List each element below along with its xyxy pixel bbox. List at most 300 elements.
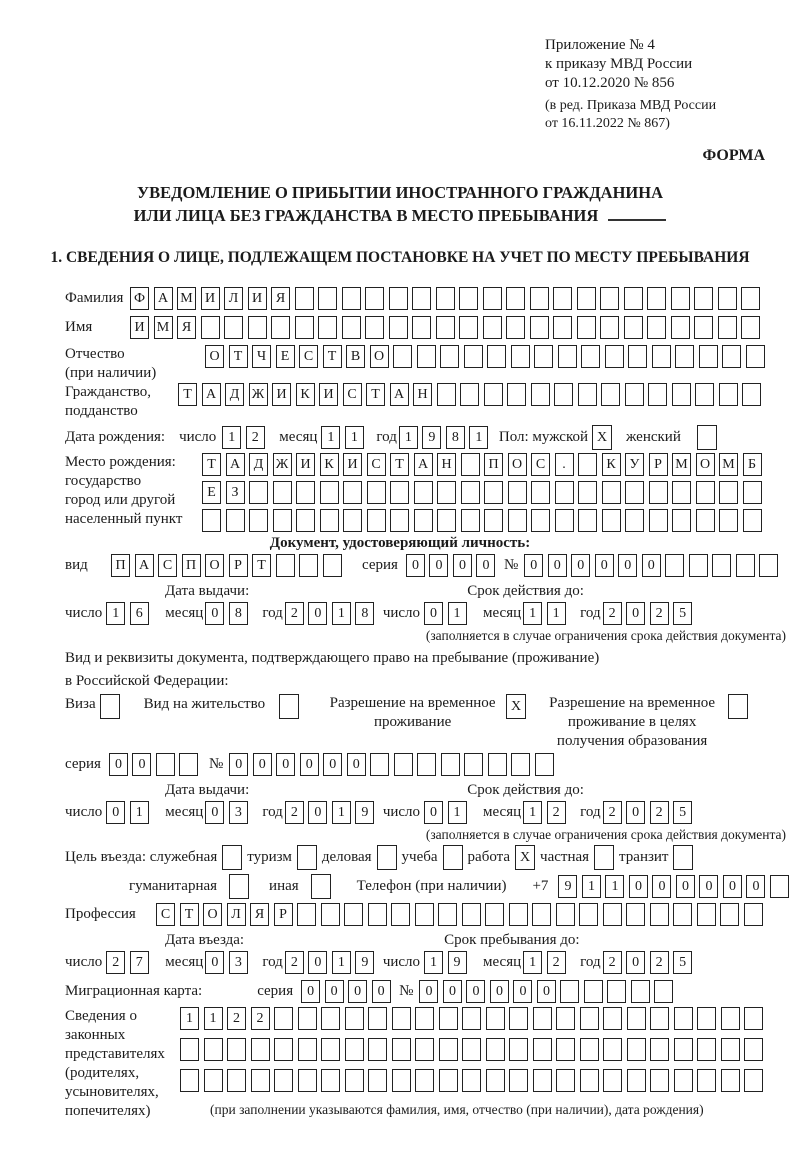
char-box xyxy=(647,287,666,310)
char-box: Р xyxy=(649,453,668,476)
char-box xyxy=(367,509,386,532)
stay-year-boxes xyxy=(603,951,697,974)
char-box xyxy=(605,345,624,368)
char-box xyxy=(389,287,408,310)
char-box: 1 xyxy=(321,426,340,449)
char-box xyxy=(743,509,762,532)
phone-prefix: +7 xyxy=(532,878,549,894)
stay-month-boxes xyxy=(523,951,570,974)
form-label: ФОРМА xyxy=(702,147,765,164)
char-box: 0 xyxy=(595,554,614,577)
purpose-work-checkbox xyxy=(515,845,535,870)
residence-permit-option: Вид на жительство xyxy=(144,694,299,719)
char-box: О xyxy=(370,345,389,368)
char-box: 6 xyxy=(130,602,149,625)
char-box: М xyxy=(672,453,691,476)
char-box xyxy=(511,345,530,368)
issue-date-heading: Дата выдачи: xyxy=(165,583,250,599)
char-box: 2 xyxy=(106,951,125,974)
char-box: 2 xyxy=(650,801,669,824)
char-box: X xyxy=(506,694,526,719)
char-box xyxy=(342,287,361,310)
char-box xyxy=(368,1038,387,1061)
char-box: 8 xyxy=(355,602,374,625)
char-box xyxy=(296,481,315,504)
doc-series-label: серия xyxy=(362,557,398,573)
char-box xyxy=(671,287,690,310)
patronymic-label: Отчество (при наличии) xyxy=(65,346,157,381)
char-box xyxy=(601,383,620,406)
migration-card-label: Миграционная карта: xyxy=(65,983,203,999)
char-box xyxy=(511,753,530,776)
char-box xyxy=(438,903,457,926)
char-box: 2 xyxy=(603,801,622,824)
char-box xyxy=(370,753,389,776)
visa-option: Виза xyxy=(65,694,120,719)
char-box xyxy=(649,509,668,532)
char-box: Т xyxy=(180,903,199,926)
char-box xyxy=(624,316,643,339)
char-box xyxy=(488,753,507,776)
char-box: Н xyxy=(437,453,456,476)
char-box: Д xyxy=(249,453,268,476)
char-box xyxy=(673,845,693,870)
representatives-row3-boxes xyxy=(180,1069,768,1092)
char-box: А xyxy=(154,287,173,310)
citizenship-row xyxy=(65,383,800,421)
char-box xyxy=(391,903,410,926)
char-box: 1 xyxy=(523,602,542,625)
char-box: 0 xyxy=(642,554,661,577)
char-box xyxy=(271,316,290,339)
char-box: 0 xyxy=(453,554,472,577)
char-box xyxy=(321,1038,340,1061)
residence-series-boxes xyxy=(109,753,203,776)
char-box: 0 xyxy=(132,753,151,776)
citizenship-boxes xyxy=(178,383,766,406)
char-box xyxy=(628,345,647,368)
char-box: 0 xyxy=(205,801,224,824)
char-box xyxy=(553,316,572,339)
residence-issue-year-boxes xyxy=(285,801,379,824)
char-box xyxy=(627,1069,646,1092)
char-box: 0 xyxy=(424,801,443,824)
issue-month-boxes xyxy=(205,602,252,625)
char-box xyxy=(297,903,316,926)
char-box xyxy=(295,287,314,310)
month-label: месяц xyxy=(279,429,318,445)
char-box xyxy=(412,287,431,310)
char-box: С xyxy=(367,453,386,476)
char-box xyxy=(321,1069,340,1092)
char-box xyxy=(179,753,198,776)
char-box xyxy=(675,345,694,368)
char-box xyxy=(594,845,614,870)
char-box: 9 xyxy=(422,426,441,449)
blank-underline xyxy=(608,205,666,221)
char-box: И xyxy=(272,383,291,406)
temp-residence-checkbox xyxy=(506,694,526,719)
valid-until-heading: Срок действия до: xyxy=(467,583,584,599)
representatives-row2-boxes xyxy=(180,1038,768,1061)
char-box: 1 xyxy=(605,875,624,898)
char-box xyxy=(343,481,362,504)
char-box: 0 xyxy=(106,801,125,824)
char-box: 1 xyxy=(448,602,467,625)
char-box: 1 xyxy=(106,602,125,625)
residence-permit-checkbox xyxy=(279,694,299,719)
char-box xyxy=(389,316,408,339)
char-box xyxy=(274,1007,293,1030)
char-box: 0 xyxy=(676,875,695,898)
purpose-private-checkbox xyxy=(594,845,614,870)
char-box xyxy=(318,287,337,310)
char-box xyxy=(508,509,527,532)
doc-number-boxes xyxy=(524,554,783,577)
char-box xyxy=(696,481,715,504)
char-box: Ж xyxy=(273,453,292,476)
char-box xyxy=(627,1038,646,1061)
char-box xyxy=(298,1007,317,1030)
char-box xyxy=(647,316,666,339)
char-box: 2 xyxy=(650,951,669,974)
temp-residence-option: Разрешение на временное проживание X xyxy=(325,694,526,732)
representatives-note: (при заполнении указываются фамилия, имя, отчество (при наличии), дата рождения) xyxy=(210,1102,704,1117)
char-box: 0 xyxy=(723,875,742,898)
char-box xyxy=(487,345,506,368)
char-box xyxy=(415,903,434,926)
char-box xyxy=(741,287,760,310)
char-box xyxy=(722,345,741,368)
char-box xyxy=(462,903,481,926)
residence-valid-month-boxes xyxy=(523,801,570,824)
char-box: 0 xyxy=(205,602,224,625)
representatives-row1-boxes xyxy=(180,1007,768,1030)
char-box: 0 xyxy=(323,753,342,776)
char-box: 0 xyxy=(109,753,128,776)
char-box xyxy=(437,383,456,406)
char-box xyxy=(535,753,554,776)
char-box: 1 xyxy=(399,426,418,449)
char-box xyxy=(229,874,249,899)
char-box: . xyxy=(555,453,574,476)
char-box: С xyxy=(531,453,550,476)
char-box xyxy=(600,287,619,310)
char-box xyxy=(650,1038,669,1061)
char-box: И xyxy=(201,287,220,310)
char-box xyxy=(578,383,597,406)
char-box: 1 xyxy=(180,1007,199,1030)
char-box: Т xyxy=(323,345,342,368)
migration-number-label: № xyxy=(399,983,414,999)
char-box xyxy=(368,1069,387,1092)
char-box xyxy=(554,383,573,406)
char-box xyxy=(631,980,650,1003)
char-box xyxy=(345,1069,364,1092)
char-box: 1 xyxy=(332,602,351,625)
char-box xyxy=(345,1038,364,1061)
char-box xyxy=(674,1038,693,1061)
char-box: 1 xyxy=(448,801,467,824)
char-box xyxy=(674,1069,693,1092)
char-box xyxy=(531,509,550,532)
char-box xyxy=(603,1069,622,1092)
char-box xyxy=(345,1007,364,1030)
char-box: 0 xyxy=(300,753,319,776)
char-box: О xyxy=(203,903,222,926)
char-box: 9 xyxy=(355,951,374,974)
char-box xyxy=(697,1038,716,1061)
migration-series-boxes xyxy=(301,980,395,1003)
char-box xyxy=(719,509,738,532)
char-box: 0 xyxy=(652,875,671,898)
char-box xyxy=(531,383,550,406)
char-box: 1 xyxy=(523,951,542,974)
char-box xyxy=(343,509,362,532)
purpose-other-checkbox xyxy=(311,874,331,899)
char-box: М xyxy=(177,287,196,310)
char-box xyxy=(625,383,644,406)
char-box: 0 xyxy=(626,801,645,824)
char-box xyxy=(415,1038,434,1061)
day-label: число xyxy=(179,429,217,445)
birth-day-boxes xyxy=(222,426,269,449)
char-box xyxy=(276,554,295,577)
char-box: 1 xyxy=(547,602,566,625)
char-box xyxy=(298,1069,317,1092)
char-box: Ч xyxy=(252,345,271,368)
char-box xyxy=(746,345,765,368)
char-box xyxy=(204,1069,223,1092)
char-box: О xyxy=(696,453,715,476)
char-box xyxy=(459,316,478,339)
char-box xyxy=(743,481,762,504)
char-box xyxy=(485,903,504,926)
char-box: 2 xyxy=(603,602,622,625)
surname-label: Фамилия xyxy=(65,290,124,306)
char-box xyxy=(377,845,397,870)
visit-humanitarian-row xyxy=(65,874,800,899)
char-box xyxy=(279,694,299,719)
char-box xyxy=(483,316,502,339)
char-box xyxy=(393,345,412,368)
char-box: О xyxy=(508,453,527,476)
char-box xyxy=(392,1007,411,1030)
char-box xyxy=(320,481,339,504)
sex-label: Пол: мужской xyxy=(498,429,589,445)
char-box xyxy=(509,1007,528,1030)
char-box: 8 xyxy=(229,602,248,625)
char-box xyxy=(603,1038,622,1061)
char-box: И xyxy=(343,453,362,476)
identity-doc-dates-row: число 1 6 месяц 0 8 год 2 0 1 8 число 0 1 месяц 1 1 год 2 0 2 5 xyxy=(65,602,800,625)
char-box: 1 xyxy=(582,875,601,898)
identity-doc-date-headings xyxy=(65,583,800,600)
char-box xyxy=(509,1069,528,1092)
char-box xyxy=(249,509,268,532)
migration-number-boxes xyxy=(419,980,678,1003)
name-boxes xyxy=(130,316,765,339)
char-box xyxy=(417,753,436,776)
char-box xyxy=(555,481,574,504)
char-box xyxy=(530,316,549,339)
residence-intro-line2: в Российской Федерации: xyxy=(65,673,229,689)
char-box xyxy=(323,554,342,577)
char-box xyxy=(672,481,691,504)
char-box xyxy=(486,1007,505,1030)
sex-male-checkbox xyxy=(592,425,612,450)
char-box: Б xyxy=(743,453,762,476)
edu-residence-checkbox xyxy=(728,694,748,719)
profession-row xyxy=(65,903,800,926)
year-label: год xyxy=(376,429,397,445)
char-box: О xyxy=(205,554,224,577)
birth-place-block xyxy=(65,453,800,532)
humanitarian-label: гуманитарная xyxy=(129,878,218,894)
entry-date-headings: Дата въезда: Срок пребывания до: xyxy=(165,932,580,948)
entry-month-boxes xyxy=(205,951,252,974)
char-box: 0 xyxy=(325,980,344,1003)
char-box xyxy=(297,845,317,870)
char-box xyxy=(712,554,731,577)
char-box xyxy=(718,287,737,310)
char-box: 9 xyxy=(448,951,467,974)
char-box: Т xyxy=(229,345,248,368)
char-box xyxy=(392,1038,411,1061)
char-box xyxy=(649,481,668,504)
char-box xyxy=(650,1069,669,1092)
char-box xyxy=(251,1038,270,1061)
char-box xyxy=(180,1069,199,1092)
char-box xyxy=(436,287,455,310)
char-box xyxy=(580,1038,599,1061)
valid-day-boxes xyxy=(424,602,471,625)
char-box xyxy=(365,316,384,339)
char-box xyxy=(720,903,739,926)
char-box: С xyxy=(343,383,362,406)
birth-place-row1-boxes xyxy=(202,453,766,476)
phone-boxes xyxy=(558,875,793,898)
char-box: 2 xyxy=(285,801,304,824)
char-box xyxy=(226,509,245,532)
char-box: И xyxy=(319,383,338,406)
char-box: 0 xyxy=(443,980,462,1003)
char-box xyxy=(673,903,692,926)
char-box: Ж xyxy=(249,383,268,406)
char-box xyxy=(439,1038,458,1061)
migration-card-row xyxy=(65,980,800,1003)
char-box: X xyxy=(515,845,535,870)
char-box: 0 xyxy=(746,875,765,898)
char-box xyxy=(484,481,503,504)
char-box xyxy=(321,903,340,926)
char-box xyxy=(415,1007,434,1030)
char-box xyxy=(509,903,528,926)
char-box xyxy=(580,1069,599,1092)
purpose-transit-checkbox xyxy=(673,845,693,870)
char-box xyxy=(665,554,684,577)
char-box xyxy=(556,903,575,926)
char-box xyxy=(311,874,331,899)
entry-day-boxes xyxy=(106,951,153,974)
char-box: 0 xyxy=(308,951,327,974)
char-box xyxy=(321,1007,340,1030)
char-box: 5 xyxy=(673,602,692,625)
char-box xyxy=(556,1038,575,1061)
char-box xyxy=(696,509,715,532)
char-box xyxy=(392,1069,411,1092)
representatives-block xyxy=(65,1007,800,1121)
char-box xyxy=(697,1069,716,1092)
char-box: 0 xyxy=(429,554,448,577)
char-box xyxy=(462,1069,481,1092)
char-box xyxy=(484,509,503,532)
char-box: 0 xyxy=(406,554,425,577)
section1-heading: 1. СВЕДЕНИЯ О ЛИЦЕ, ПОДЛЕЖАЩЕМ ПОСТАНОВКЕ НА УЧЕТ ПО МЕСТУ ПРЕБЫВАНИЯ xyxy=(50,249,750,266)
char-box: 2 xyxy=(285,602,304,625)
char-box: 2 xyxy=(547,951,566,974)
char-box: 3 xyxy=(229,801,248,824)
identity-doc-kind-row xyxy=(65,554,800,577)
char-box xyxy=(560,980,579,1003)
char-box: И xyxy=(248,287,267,310)
appendix-line-3: от 10.12.2020 № 856 xyxy=(545,75,675,91)
char-box xyxy=(417,345,436,368)
birth-date-row xyxy=(65,425,800,450)
char-box xyxy=(486,1069,505,1092)
char-box xyxy=(697,903,716,926)
char-box: 8 xyxy=(446,426,465,449)
char-box xyxy=(744,1038,763,1061)
char-box: К xyxy=(320,453,339,476)
char-box xyxy=(578,453,597,476)
char-box xyxy=(671,316,690,339)
char-box: 0 xyxy=(466,980,485,1003)
char-box: 1 xyxy=(204,1007,223,1030)
birth-month-boxes xyxy=(321,426,368,449)
char-box xyxy=(578,509,597,532)
doc-series-boxes xyxy=(406,554,500,577)
char-box: О xyxy=(205,345,224,368)
char-box xyxy=(439,1007,458,1030)
char-box xyxy=(483,287,502,310)
char-box xyxy=(625,509,644,532)
char-box: В xyxy=(346,345,365,368)
visa-checkbox xyxy=(100,694,120,719)
char-box xyxy=(249,481,268,504)
residence-date-headings: Дата выдачи: Срок действия до: xyxy=(165,782,584,798)
other-purpose-label: иная xyxy=(269,878,299,894)
char-box xyxy=(461,509,480,532)
char-box xyxy=(648,383,667,406)
char-box xyxy=(464,345,483,368)
char-box xyxy=(650,1007,669,1030)
char-box: 0 xyxy=(699,875,718,898)
char-box: 0 xyxy=(571,554,590,577)
name-row xyxy=(65,316,800,339)
revision-line-2: от 16.11.2022 № 867) xyxy=(545,116,670,131)
char-box: 3 xyxy=(229,951,248,974)
char-box xyxy=(744,1069,763,1092)
char-box xyxy=(414,509,433,532)
residence-number-boxes xyxy=(229,753,558,776)
char-box: 0 xyxy=(253,753,272,776)
char-box xyxy=(204,1038,223,1061)
purpose-service-checkbox xyxy=(222,845,242,870)
char-box: 0 xyxy=(513,980,532,1003)
birth-place-row2-boxes xyxy=(202,481,766,504)
char-box: 0 xyxy=(308,801,327,824)
